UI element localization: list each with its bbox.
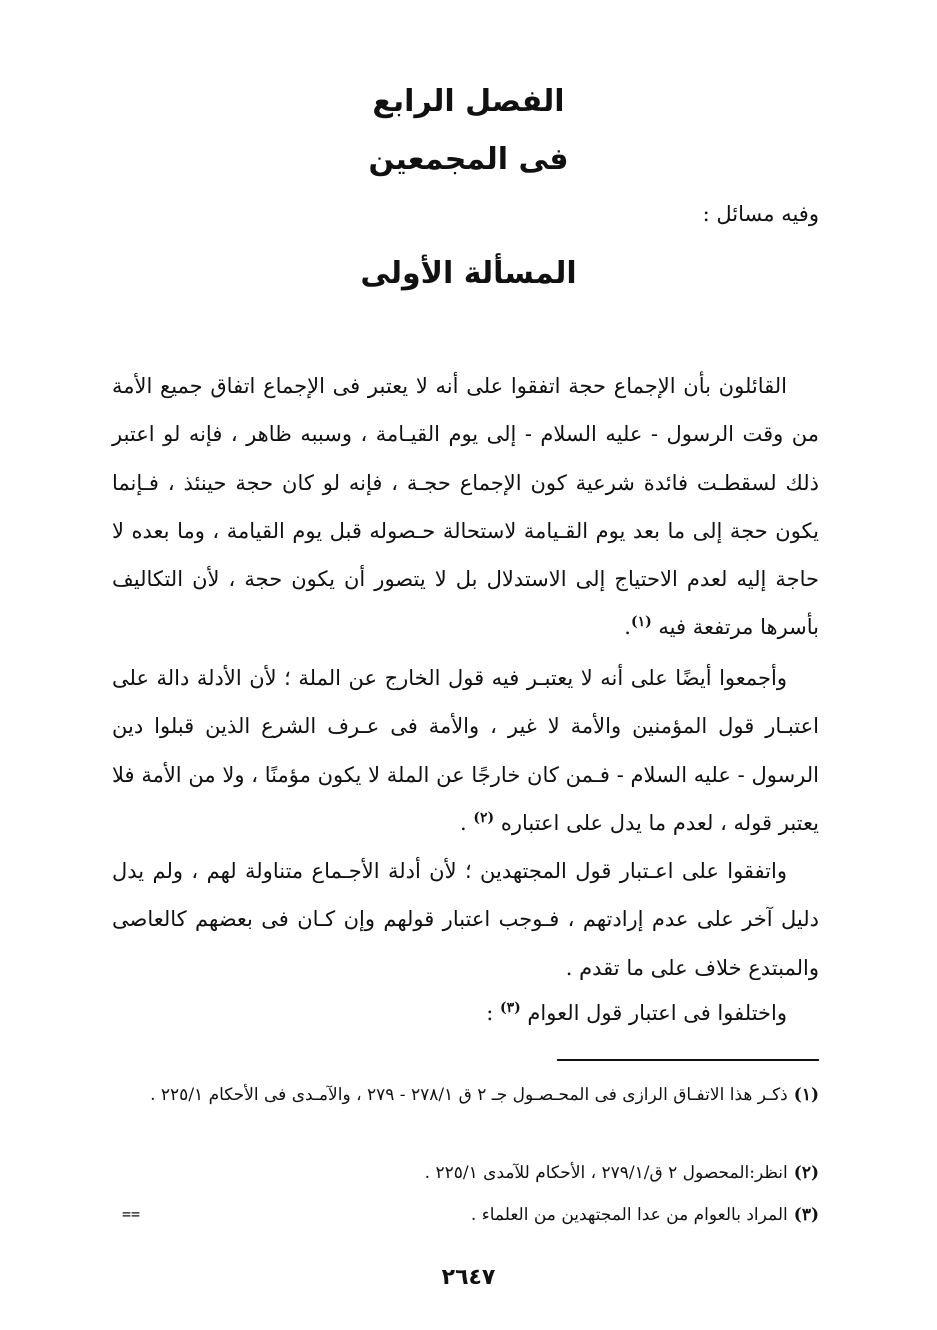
body-paragraph — [112, 362, 819, 652]
chapter-title: الفصل الرابع — [372, 84, 565, 119]
footnote-number: (٢) — [793, 1163, 819, 1183]
footnote-reference: (٢) — [473, 809, 495, 826]
footnote — [112, 1156, 819, 1190]
footnote-text: انظر:المحصول ٢ ق/٢٧٩/١ ، الأحكام للآمدى ٢٢٥/١ . — [424, 1163, 788, 1183]
issue-title: المسألة الأولى — [360, 256, 577, 291]
continuation-mark: == — [122, 1205, 141, 1223]
paragraph-ending: : — [486, 1001, 494, 1025]
footnote-reference: (١) — [630, 614, 652, 631]
footnote-reference: (٣) — [499, 1000, 521, 1016]
paragraph-text: واختلفوا فى اعتبار قول العوام — [527, 1001, 787, 1025]
paragraph-ending: . — [459, 810, 467, 835]
paragraph-ending: . — [624, 615, 631, 640]
body-paragraph — [112, 989, 819, 1037]
body-paragraph — [112, 847, 819, 992]
paragraph-text: القائلون بأن الإجماع حجة اتفقوا على أنه لا يعتبر فى الإجماع اتفاق جميع الأمة من وقت الرسول - عليه السلام - إلى يوم القيـامة ، وسببه ظاهر ، فإنه لو اعتبر ذلك لسقطـت فائدة شرعية كون الإجماع حجـة ، فإنه لو كان حجة حينئذ ، فـإنما يكون حجة إلى ما بعد يوم القـيامة لاستحالة حـصوله قبل يوم القيامة ، وما بعده لا حاجة إليه لعدم الاحتياج إلى الاستدلال بل لا يتصور أن يكون حجة ، لأن التكاليف بأسرها مرتفعة فيه — [112, 374, 819, 640]
page-number: ٢٦٤٧ — [441, 1265, 496, 1290]
footnote-text: المراد بالعوام من عدا المجتهدين من العلماء . — [470, 1205, 788, 1225]
footnote-number: (١) — [793, 1085, 819, 1105]
footnote-text: ذكـر هذا الاتفـاق الرازى فى المحـصـول جـ ٢ ق ٢٧٨/١ - ٢٧٩ ، والآمـدى فى الأحكام ٢٢٥/١ . — [150, 1085, 788, 1105]
body-paragraph — [112, 654, 819, 847]
chapter-subject: فى المجمعين — [368, 142, 569, 177]
paragraph-text: واتفقوا على اعـتبار قول المجتهدين ؛ لأن أدلة الأجـماع متناولة لهم ، ولم يدل دليل آخر على عدم إرادتهم ، فـوجب اعتبار قولهم وإن كـان فى بعضهم كالعاصى والمبتدع خلاف على ما تقدم . — [112, 859, 819, 980]
intro-line: وفيه مسائل : — [702, 202, 819, 226]
footnote-number: (٣) — [793, 1205, 819, 1225]
paragraph-text: وأجمعوا أيضًا على أنه لا يعتبـر فيه قول الخارج عن الملة ؛ لأن الأدلة دالة على اعتبـار قول المؤمنين والأمة لا غير ، والأمة فى عـرف الشرع الذين قبلوا دين الرسول - عليه السلام - فـمن كان خارجًا عن الملة لا يكون مؤمنًا ، ولا من الأمة فلا يعتبر قوله ، لعدم ما يدل على اعتباره — [112, 666, 819, 835]
footnote-divider — [557, 1059, 819, 1061]
footnote — [112, 1198, 819, 1232]
footnote — [112, 1078, 819, 1112]
